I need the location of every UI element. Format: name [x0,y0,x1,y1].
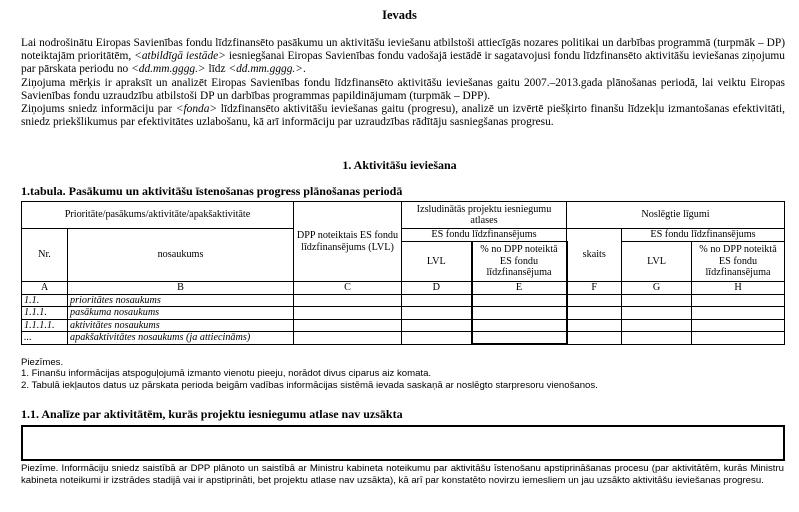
cell [692,332,785,345]
column-letter: C [294,282,402,295]
cell [294,294,402,307]
page-title: Ievads [382,8,417,22]
cell [692,307,785,320]
cell [472,319,567,332]
cell [622,332,692,345]
cell [294,307,402,320]
notes-heading: Piezīmes. [21,357,64,368]
intro-p3-text-a: Ziņojums sniedz informāciju par [21,103,176,116]
header-contracts: Noslēgtie līgumi [567,202,785,229]
row-name: apakšaktivitātes nosaukums (ja attiecināms) [68,332,294,345]
header-es-funding: ES fondu līdzfinansējums [402,229,567,242]
header-name: nosaukums [68,229,294,282]
table-row [22,319,785,332]
cell [402,319,472,332]
section-note-text: Piezīme. Informāciju sniedz saistībā ar DPP plānoto un saistībā ar Ministru kabineta noteikumu par aktivitāšu īstenošanu apstiprināšanas procesu (par aktivitātēm, kurās Ministru kabineta noteikumi ir izstrādes stadijā vai ir apstiprināti, bet projektu atlase nav uzsākta), kā arī par konstatēto novirzu iemesliem un jau uzsākto aktivitāšu ieviešanas progresu. [21,463,784,486]
note-2: 2. Tabulā iekļautos datus uz pārskata perioda beigām vadības informācijas sistēmā ievada saskaņā ar noslēgto starpresoru vienošanos. [21,379,598,391]
table-1-title: 1.tabula. Pasākumu un aktivitāšu īstenošanas progress plānošanas periodā [21,184,403,198]
header-percent: % no DPP noteiktā ES fondu līdzfinansējuma [472,242,567,282]
section-note [21,463,784,487]
header-announced-selections: Izsludinātās projektu iesniegumu atlases [402,202,567,229]
intro-paragraph-3 [21,103,785,129]
cell [622,319,692,332]
cell [402,332,472,345]
cell [402,307,472,320]
intro-date-from: <dd.mm.gggg.> [131,63,206,76]
row-name: prioritātes nosaukums [68,294,294,307]
intro-p1-mid: līdz [205,63,229,76]
row-name: pasākuma nosaukums [68,307,294,320]
section-1-1-title: 1.1. Analīze par aktivitātēm, kurās projektu iesniegumu atlase nav uzsākta [21,407,403,421]
column-letter: F [567,282,622,295]
cell [402,294,472,307]
intro-paragraph-1 [21,37,785,77]
intro-date-to: <dd.mm.gggg.> [228,63,303,76]
progress-table [21,201,785,345]
row-nr: 1.1. [22,294,68,307]
header-nr: Nr. [22,229,68,282]
column-letter: B [68,282,294,295]
intro-agency-placeholder: <atbildīgā iestāde> [134,50,226,63]
intro-fund-placeholder: <fonda> [175,103,218,116]
column-letter: D [402,282,472,295]
table-row [22,332,785,345]
row-nr: 1.1.1. [22,307,68,320]
table-row [22,294,785,307]
cell [567,332,622,345]
header-dpp-funding: DPP noteiktais ES fondu līdzfinansējums (LVL) [294,202,402,282]
intro-paragraph-2: Ziņojuma mērķis ir apraksīt un analizēt Eiropas Savienības fondu līdzfinansēto aktivitāšu ieviešanas gaitu 2007.–2013.gada plānošanas periodā, lai veiktu Eiropas Savienības fondu uzraudzību atbilstoši DP un darbības programmas papildinājumam (turpmāk – DPP). [21,76,785,102]
cell [692,319,785,332]
cell [294,319,402,332]
cell [294,332,402,345]
header-lvl-contracts: LVL [622,242,692,282]
row-name: aktivitātes nosaukums [68,319,294,332]
cell [472,294,567,307]
table-notes [21,357,791,391]
row-nr: ... [22,332,68,345]
cell [472,307,567,320]
cell [567,319,622,332]
intro-p1-end: . [302,63,306,76]
intro-p3-text-b: līdzfinansēto aktivitāšu ieviešanas gaitu (progresu), analizē un izvērtē piešķirto finanšu līdzekļu izmantošanas efektivitāti, sniedz priekšlikumus par efektivitātes uzlabošanu, kā arī informāciju par uzraudzības rādītāju sasniegšanas progresu. [21,103,785,129]
note-1: 1. Finanšu informācijas atspoguļojumā izmanto vienotu pieeju, norādot divus ciparus aiz komata. [21,368,432,380]
header-count: skaits [567,229,622,282]
header-percent-contracts: % no DPP noteiktā ES fondu līdzfinansējuma [692,242,785,282]
column-letter: G [622,282,692,295]
column-letter: H [692,282,785,295]
header-lvl: LVL [402,242,472,282]
intro-text [21,37,785,129]
column-letter: A [22,282,68,295]
row-nr: 1.1.1.1. [22,319,68,332]
intro-p1-text-b: iesniegšanai Eiropas Savienības fondu vadošajā iestādē ir sagatavojusi fondu līdzfinansēto aktivitāšu ieviešanas ziņojumu par pārskata periodu no [21,50,785,76]
column-letter: E [472,282,567,295]
intro-p1-text-a: Lai nodrošinātu Eiropas Savienības fondu līdzfinansēto pasākumu un aktivitāšu ieviešanu atbilstoši attiecīgās nozares politikai un darbības programmā (turpmāk – DP) noteiktajām prioritātēm, [21,37,785,63]
cell [567,307,622,320]
cell [472,332,567,345]
cell [567,294,622,307]
section-1-title: 1. Aktivitāšu ieviešana [342,158,457,172]
header-priority: Prioritāte/pasākums/aktivitāte/apakšaktivitāte [22,202,294,229]
cell [622,307,692,320]
cell [622,294,692,307]
analysis-text-box[interactable] [21,425,785,461]
table-row [22,307,785,320]
header-es-funding-contracts: ES fondu līdzfinansējums [622,229,785,242]
cell [692,294,785,307]
